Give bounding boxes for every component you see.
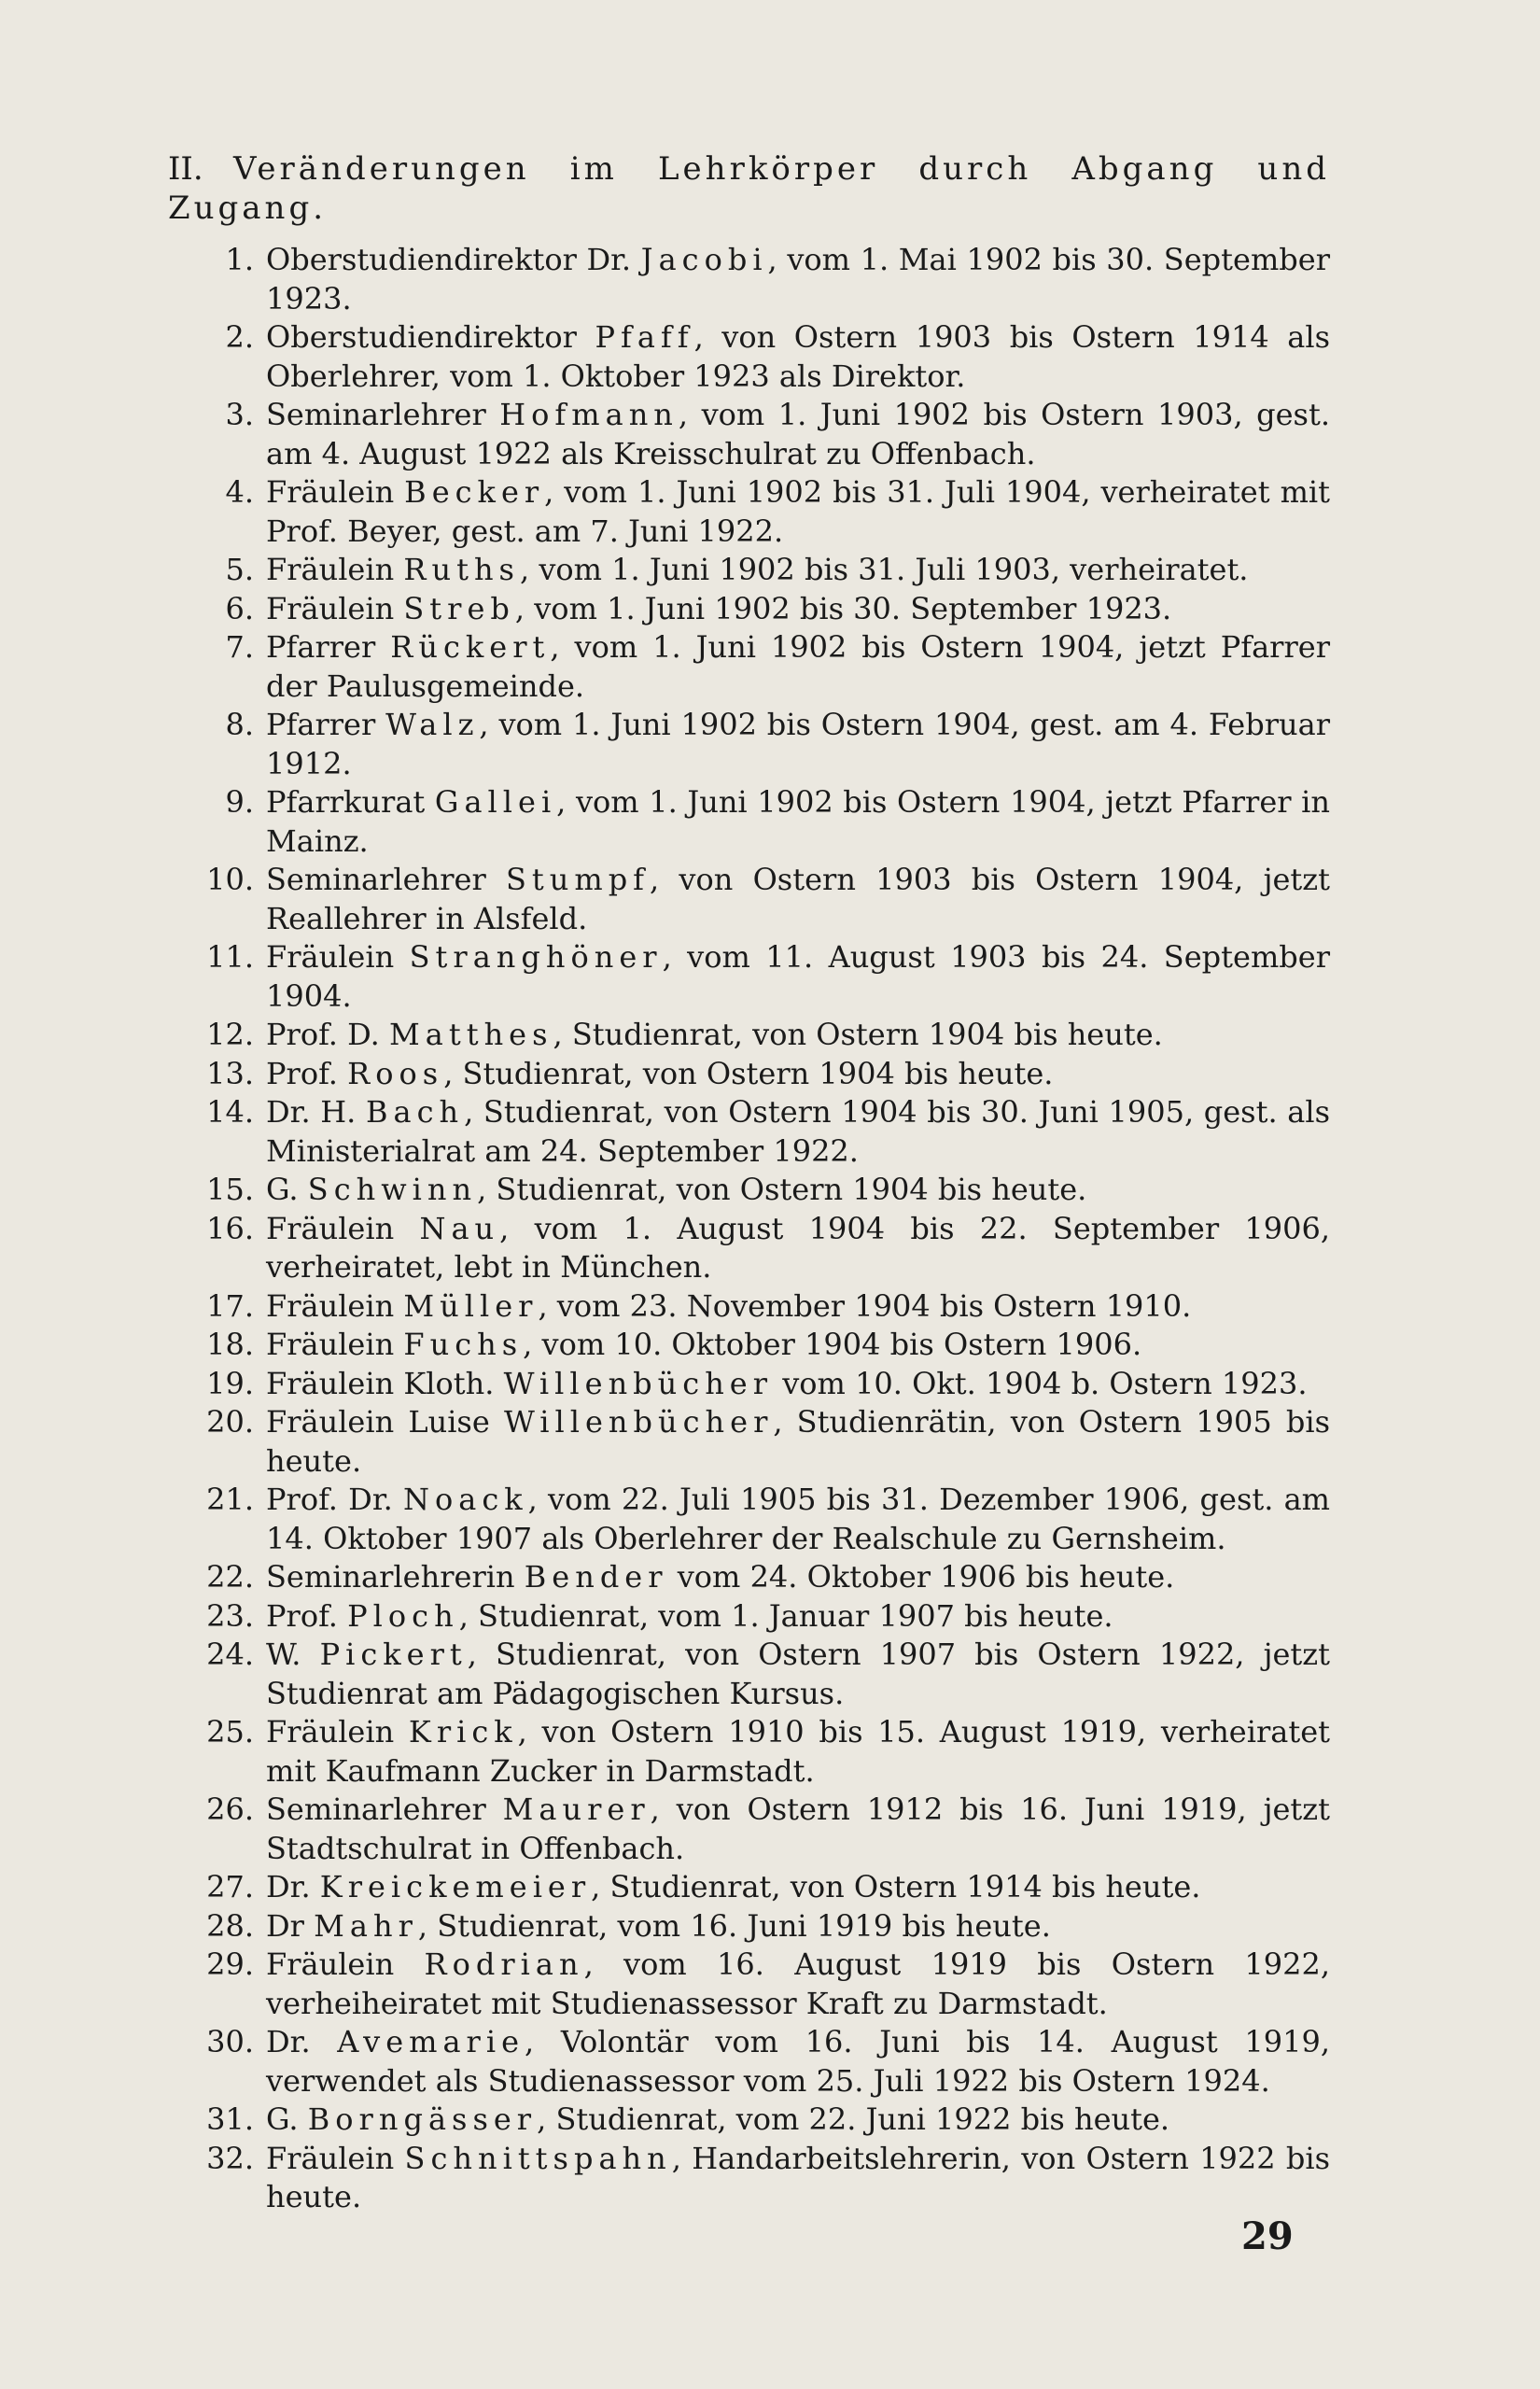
list-item [168, 318, 1330, 396]
entry-person-name: Maurer [502, 1792, 651, 1827]
list-item [168, 706, 1330, 783]
entry-number: 30. [206, 2024, 254, 2059]
entry-title: Fräulein [266, 1327, 404, 1362]
entry-title: Seminarlehrerin [266, 1559, 525, 1595]
entry-number: 23. [206, 1597, 254, 1634]
entry-details: , vom 1. Mai 1902 bis 30. September 1923. [266, 242, 1331, 316]
entry-number: 12. [206, 1017, 254, 1052]
entry-number: 24. [206, 1637, 254, 1672]
list-item [168, 1326, 1330, 1365]
section-title: Veränderungen im Lehrkörper durch Abgang und Zugang. [168, 150, 1330, 227]
entry-details: , vom 23. November 1904 bis Ostern 1910. [538, 1287, 1192, 1324]
list-item [168, 1055, 1330, 1094]
page-content [168, 149, 1330, 2217]
list-item [168, 396, 1330, 473]
entry-number: 3. [225, 397, 254, 432]
entry-person-name: Krick [408, 1714, 518, 1750]
entry-number: 1. [225, 242, 254, 277]
entry-details: , Studienrat, von Ostern 1904 bis heute. [553, 1017, 1163, 1052]
entry-person-name: Streb [403, 590, 515, 626]
entry-title: Dr. [266, 1869, 320, 1904]
entry-title: Pfarrer [266, 629, 391, 665]
list-item [168, 1636, 1330, 1713]
entry-person-name: Borngässer [307, 2101, 538, 2137]
entry-person-name: Schwinn [307, 1172, 478, 1207]
entry-person-name: Mahr [314, 1907, 418, 1944]
list-item [168, 783, 1330, 861]
entry-title: Pfarrer [266, 707, 386, 742]
entry-number: 18. [206, 1327, 254, 1362]
list-item [168, 938, 1330, 1016]
entry-number: 19. [206, 1365, 254, 1401]
list-item [168, 1868, 1330, 1907]
entry-title: Oberstudiendirektor Dr. [266, 242, 641, 277]
entry-title: Dr. H. [266, 1094, 366, 1130]
entry-details: , vom 16. August 1919 bis Ostern 1922, verheiheiratet mit Studienassessor Kraft zu Darmstadt. [266, 1946, 1331, 2021]
entry-details: , vom 1. Juni 1902 bis 31. Juli 1903, verheiratet. [519, 552, 1249, 587]
entry-person-name: Walz [385, 707, 480, 742]
section-heading [168, 149, 1330, 228]
entry-number: 11. [206, 939, 254, 975]
list-item [168, 1791, 1330, 1868]
entry-title: Fräulein [266, 552, 404, 587]
entry-details: , von Ostern 1903 bis Ostern 1904, jetzt Reallehrer in Alsfeld. [266, 862, 1331, 936]
list-item [168, 1287, 1330, 1327]
entry-number: 14. [206, 1094, 254, 1130]
entry-title: Fräulein [266, 474, 405, 510]
entry-details: , Studienrat, von Ostern 1907 bis Ostern 1922, jetzt Studienrat am Pädagogischen Kursus. [266, 1637, 1331, 1711]
entry-person-name: Roos [347, 1055, 444, 1091]
entry-title: W. [266, 1637, 320, 1672]
entry-number: 21. [206, 1482, 254, 1517]
entry-details: , vom 1. Juni 1902 bis 31. Juli 1904, verheiratet mit Prof. Beyer, gest. am 7. Juni 1922. [266, 474, 1331, 549]
entry-details: , von Ostern 1910 bis 15. August 1919, verheiratet mit Kaufmann Zucker in Darmstadt. [266, 1714, 1331, 1789]
entry-person-name: Bender [524, 1559, 668, 1595]
entry-person-name: Willenbücher [503, 1365, 774, 1401]
list-item [168, 628, 1330, 706]
entry-person-name: Bach [365, 1094, 465, 1130]
list-item [168, 1558, 1330, 1597]
entry-details: , vom 1. August 1904 bis 22. September 1906, verheiratet, lebt in München. [266, 1210, 1331, 1285]
entry-number: 4. [225, 474, 254, 510]
entry-title: Oberstudiendirektor [266, 319, 595, 355]
entry-number: 20. [206, 1404, 254, 1440]
entry-title: Fräulein [266, 1287, 404, 1324]
entry-title: Prof. D. [266, 1017, 389, 1052]
entry-details: , von Ostern 1912 bis 16. Juni 1919, jetzt Stadtschulrat in Offenbach. [266, 1792, 1331, 1866]
entry-person-name: Gallei [434, 784, 557, 820]
entry-person-name: Willenbücher [503, 1404, 774, 1440]
entry-details: vom 24. Oktober 1906 bis heute. [667, 1559, 1175, 1595]
entry-person-name: Müller [403, 1287, 539, 1324]
entry-title: Prof. [266, 1597, 348, 1634]
entry-title: Fräulein Luise [266, 1404, 504, 1440]
list-item [168, 1403, 1330, 1481]
entry-person-name: Ploch [347, 1597, 459, 1634]
entry-person-name: Hofmann [499, 397, 679, 432]
entry-person-name: Jacobi [640, 242, 768, 277]
entry-person-name: Schnittspahn [404, 2140, 672, 2176]
entry-details: , Studienrat, vom 22. Juni 1922 bis heute. [537, 2101, 1170, 2137]
entry-number: 32. [206, 2140, 254, 2176]
entry-number: 15. [206, 1172, 254, 1207]
entry-details: , Volontär vom 16. Juni bis 14. August 1919, verwendet als Studienassessor vom 25. Juli 1922 bis Ostern 1924. [266, 2024, 1331, 2099]
entry-person-name: Rückert [390, 629, 551, 665]
list-item [168, 241, 1330, 318]
entry-details: , Studienrat, von Ostern 1904 bis 30. Juni 1905, gest. als Ministerialrat am 24. September 1922. [266, 1094, 1331, 1169]
entry-number: 13. [206, 1055, 254, 1091]
list-item [168, 590, 1330, 629]
entry-number: 9. [225, 784, 254, 820]
entry-title: Fräulein [266, 1714, 409, 1750]
entry-person-name: Ruths [403, 552, 520, 587]
entry-title: Dr [266, 1907, 315, 1944]
entry-number: 7. [225, 629, 254, 665]
entry-number: 16. [206, 1210, 254, 1246]
entry-title: Seminarlehrer [266, 397, 500, 432]
staff-change-list [168, 241, 1330, 2217]
entry-title: Prof. Dr. [266, 1482, 403, 1517]
entry-person-name: Matthes [389, 1017, 553, 1052]
entry-title: Fräulein [266, 590, 404, 626]
entry-details: , vom 10. Oktober 1904 bis Ostern 1906. [523, 1327, 1142, 1362]
list-item [168, 1210, 1330, 1287]
list-item [168, 1713, 1330, 1791]
list-item [168, 1481, 1330, 1558]
list-item [168, 1016, 1330, 1055]
entry-person-name: Avemarie [337, 2024, 525, 2059]
entry-title: Pfarrkurat [266, 784, 435, 820]
entry-title: Seminarlehrer [266, 1792, 503, 1827]
entry-details: , vom 1. Juni 1902 bis 30. September 1923. [514, 590, 1172, 626]
list-item [168, 2101, 1330, 2140]
entry-title: Fräulein [266, 1946, 425, 1982]
list-item [168, 551, 1330, 590]
entry-details: , Studienrat, von Ostern 1904 bis heute. [477, 1172, 1087, 1207]
list-item [168, 2023, 1330, 2101]
entry-number: 25. [206, 1714, 254, 1750]
entry-number: 31. [206, 2101, 254, 2137]
entry-person-name: Becker [404, 474, 545, 510]
entry-title: Fräulein [266, 1210, 420, 1246]
list-item [168, 2140, 1330, 2217]
list-item [168, 1365, 1330, 1404]
list-item [168, 1171, 1330, 1210]
entry-details: , Handarbeitslehrerin, von Ostern 1922 bis heute. [266, 2140, 1331, 2214]
entry-title: Fräulein [266, 939, 410, 975]
entry-details: , Studienrat, von Ostern 1904 bis heute. [443, 1055, 1054, 1091]
entry-details: , Studienrat, von Ostern 1914 bis heute. [591, 1869, 1201, 1904]
entry-person-name: Stranghöner [409, 939, 663, 975]
entry-title: Fräulein Kloth. [266, 1365, 504, 1401]
entry-details: , vom 1. Juni 1902 bis Ostern 1904, jetzt Pfarrer in Mainz. [266, 784, 1331, 859]
entry-details: , vom 1. Juni 1902 bis Ostern 1904, gest. am 4. Februar 1912. [266, 707, 1331, 781]
entry-person-name: Nau [419, 1210, 500, 1246]
list-item [168, 1597, 1330, 1637]
entry-number: 26. [206, 1792, 254, 1827]
list-item [168, 1093, 1330, 1171]
entry-details: , vom 1. Juni 1902 bis Ostern 1904, jetzt Pfarrer der Paulusgemeinde. [266, 629, 1331, 704]
entry-person-name: Pickert [319, 1637, 468, 1672]
entry-details: , von Ostern 1903 bis Ostern 1914 als Oberlehrer, vom 1. Oktober 1923 als Direktor. [266, 319, 1331, 394]
list-item [168, 861, 1330, 938]
entry-number: 28. [206, 1907, 254, 1944]
entry-person-name: Stumpf [505, 862, 651, 897]
entry-person-name: Fuchs [403, 1327, 524, 1362]
entry-details: , Studienrat, vom 16. Juni 1919 bis heute. [417, 1907, 1051, 1944]
list-item [168, 473, 1330, 551]
entry-number: 2. [225, 319, 254, 355]
entry-title: Dr. [266, 2024, 338, 2059]
entry-title: G. [266, 1172, 308, 1207]
section-number: II. [168, 150, 203, 188]
list-item [168, 1907, 1330, 1946]
entry-number: 5. [225, 552, 254, 587]
entry-number: 22. [206, 1559, 254, 1595]
entry-number: 6. [225, 590, 254, 626]
entry-number: 27. [206, 1869, 254, 1904]
entry-details: , Studienrat, vom 1. Januar 1907 bis heute. [458, 1597, 1113, 1634]
page-number: 29 [1241, 2214, 1294, 2258]
entry-details: , vom 1. Juni 1902 bis Ostern 1903, gest. am 4. August 1922 als Kreisschulrat zu Offenbach. [266, 397, 1331, 471]
entry-title: Seminarlehrer [266, 862, 506, 897]
entry-title: Fräulein [266, 2140, 405, 2176]
entry-person-name: Noack [402, 1482, 528, 1517]
entry-number: 29. [206, 1946, 254, 1982]
entry-number: 10. [206, 862, 254, 897]
entry-number: 17. [206, 1287, 254, 1324]
entry-person-name: Rodrian [424, 1946, 584, 1982]
entry-details: , Studienrätin, von Ostern 1905 bis heute. [266, 1404, 1331, 1479]
entry-details: , vom 22. Juli 1905 bis 31. Dezember 1906, gest. am 14. Oktober 1907 als Oberlehrer der Realschule zu Gernsheim. [266, 1482, 1331, 1556]
entry-number: 8. [225, 707, 254, 742]
entry-person-name: Kreickemeier [319, 1869, 592, 1904]
entry-title: Prof. [266, 1055, 348, 1091]
entry-details: , vom 11. August 1903 bis 24. September 1904. [266, 939, 1331, 1014]
entry-title: G. [266, 2101, 308, 2137]
entry-details: vom 10. Okt. 1904 b. Ostern 1923. [773, 1365, 1308, 1401]
list-item [168, 1946, 1330, 2023]
entry-person-name: Pfaff [595, 319, 694, 355]
